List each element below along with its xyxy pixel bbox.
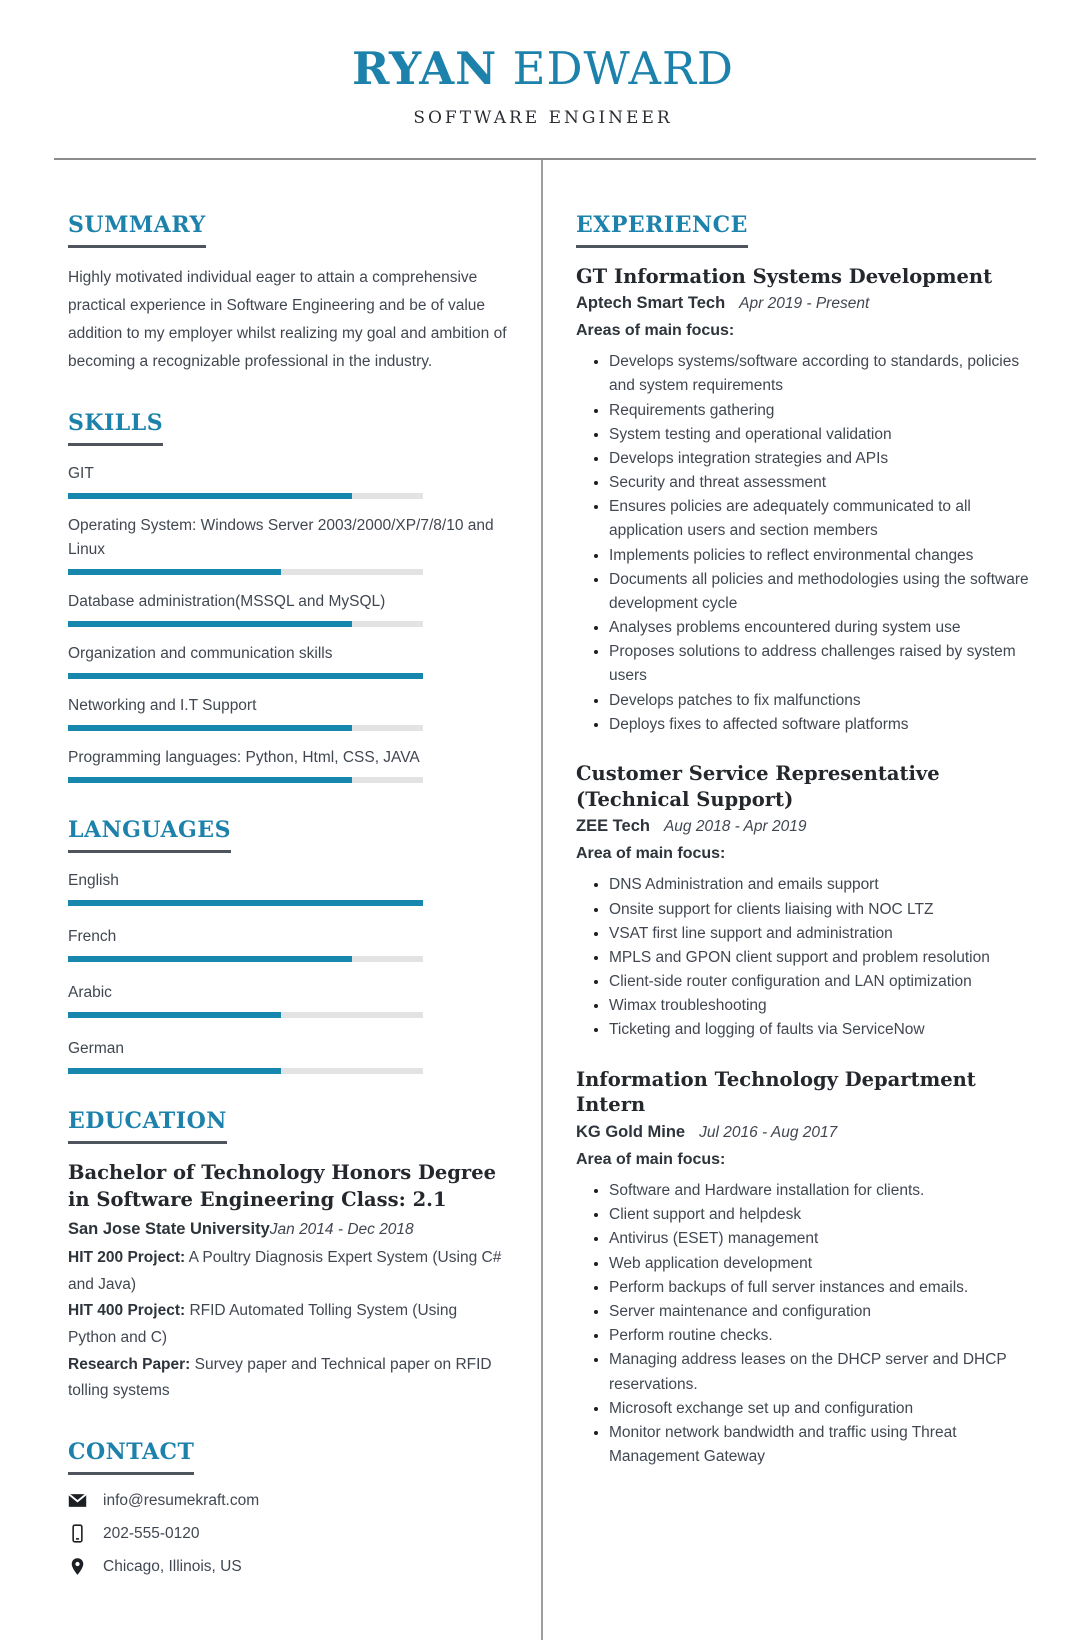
skill-bar-fill — [68, 725, 352, 731]
company-line — [576, 817, 1036, 836]
education-detail-text: A Poultry Diagnosis Expert System (Using C# and Java) — [68, 1249, 501, 1293]
company-name: Aptech Smart Tech — [576, 294, 725, 312]
language-label: French — [68, 925, 509, 949]
experience-dates: Apr 2019 - Present — [739, 295, 869, 312]
skill-bar-track — [68, 621, 423, 627]
person-job-title: SOFTWARE ENGINEER — [0, 108, 1086, 128]
last-name: EDWARD — [497, 42, 734, 95]
skill-label: GIT — [68, 462, 509, 486]
language-bar-track — [68, 900, 423, 906]
bullet-item: • Requirements gathering — [609, 399, 1036, 423]
bullet-item: • Develops patches to fix malfunctions — [609, 689, 1036, 713]
skill-bar-fill — [68, 621, 352, 627]
bullet-item: • Managing address leases on the DHCP server and DHCP reservations. — [609, 1348, 1036, 1396]
contact-phone: 202-555-0120 — [103, 1525, 200, 1543]
contact-section — [68, 1439, 509, 1576]
bullet-item: • Microsoft exchange set up and configuration — [609, 1397, 1036, 1421]
bullet-item: • Deploys fixes to affected software platforms — [609, 713, 1036, 737]
school-name: San Jose State University — [68, 1220, 270, 1238]
education-detail-text: Survey paper and Technical paper on RFID tolling systems — [68, 1356, 492, 1400]
right-column — [543, 160, 1036, 1640]
experience-heading: EXPERIENCE — [576, 212, 748, 248]
education-details — [68, 1245, 509, 1405]
education-detail — [68, 1298, 509, 1351]
bullet-item: • Wimax troubleshooting — [609, 994, 1036, 1018]
skill-item — [68, 746, 509, 783]
skills-section — [68, 410, 509, 783]
education-detail-text: RFID Automated Tolling System (Using Python and C) — [68, 1302, 457, 1346]
bullet-item: • MPLS and GPON client support and problem resolution — [609, 946, 1036, 970]
skills-heading: SKILLS — [68, 410, 163, 446]
bullet-item: • VSAT first line support and administration — [609, 922, 1036, 946]
header — [0, 0, 1086, 128]
language-bar-track — [68, 1012, 423, 1018]
language-bar-fill — [68, 1012, 281, 1018]
education-detail-label: HIT 400 Project: — [68, 1302, 185, 1319]
education-detail — [68, 1245, 509, 1298]
experience-bullets — [576, 350, 1036, 737]
focus-label: Area of main focus: — [576, 845, 1036, 863]
language-item — [68, 869, 509, 906]
languages-heading: LANGUAGES — [68, 817, 231, 853]
bullet-item: • Server maintenance and configuration — [609, 1300, 1036, 1324]
skill-item — [68, 462, 509, 499]
bullet-item: • Client support and helpdesk — [609, 1203, 1036, 1227]
education-heading: EDUCATION — [68, 1108, 227, 1144]
language-label: Arabic — [68, 981, 509, 1005]
experience-bullets — [576, 873, 1036, 1042]
skill-bar-fill — [68, 673, 423, 679]
focus-label: Areas of main focus: — [576, 322, 1036, 340]
bullet-item: • Documents all policies and methodologies using the software development cycle — [609, 568, 1036, 616]
bullet-item: • Perform routine checks. — [609, 1324, 1036, 1348]
skill-label: Operating System: Windows Server 2003/2000/XP/7/8/10 and Linux — [68, 514, 509, 562]
company-name: ZEE Tech — [576, 817, 650, 835]
skill-bar-fill — [68, 777, 352, 783]
contact-heading: CONTACT — [68, 1439, 194, 1475]
bullet-item: • Analyses problems encountered during system use — [609, 616, 1036, 640]
language-bar-fill — [68, 956, 352, 962]
bullet-item: • Onsite support for clients liaising with NOC LTZ — [609, 898, 1036, 922]
contact-location: Chicago, Illinois, US — [103, 1558, 242, 1576]
bullet-item: • Ticketing and logging of faults via ServiceNow — [609, 1018, 1036, 1042]
school-line — [68, 1220, 509, 1239]
education-section — [68, 1108, 509, 1405]
bullet-item: • DNS Administration and emails support — [609, 873, 1036, 897]
language-bar-fill — [68, 900, 423, 906]
language-item — [68, 1037, 509, 1074]
focus-label: Area of main focus: — [576, 1151, 1036, 1169]
language-bar-track — [68, 956, 423, 962]
contact-row-phone — [68, 1524, 509, 1543]
experience-dates: Aug 2018 - Apr 2019 — [664, 818, 806, 835]
skill-item — [68, 694, 509, 731]
person-name — [0, 44, 1086, 94]
bullet-item: • Client-side router configuration and LAN optimization — [609, 970, 1036, 994]
experience-title: Customer Service Representative (Technical Support) — [576, 761, 1036, 812]
skill-label: Programming languages: Python, Html, CSS, JAVA — [68, 746, 509, 770]
skill-item — [68, 590, 509, 627]
degree-title: Bachelor of Technology Honors Degree in Software Engineering Class: 2.1 — [68, 1160, 509, 1213]
experience-list — [576, 264, 1036, 1470]
language-label: English — [68, 869, 509, 893]
skills-list — [68, 462, 509, 783]
bullet-item: • Security and threat assessment — [609, 471, 1036, 495]
left-column — [54, 160, 543, 1640]
education-detail-label: HIT 200 Project: — [68, 1249, 185, 1266]
summary-section — [68, 212, 509, 377]
contact-row-location — [68, 1557, 509, 1576]
experience-entry — [576, 264, 1036, 737]
bullet-item: • Antivirus (ESET) management — [609, 1227, 1036, 1251]
company-line — [576, 294, 1036, 313]
summary-heading: SUMMARY — [68, 212, 206, 248]
skill-label: Organization and communication skills — [68, 642, 509, 666]
experience-title: GT Information Systems Development — [576, 264, 1036, 290]
location-icon — [68, 1557, 87, 1576]
languages-list — [68, 869, 509, 1074]
bullet-item: • Web application development — [609, 1252, 1036, 1276]
experience-bullets — [576, 1179, 1036, 1469]
language-bar-track — [68, 1068, 423, 1074]
bullet-item: • Implements policies to reflect environmental changes — [609, 544, 1036, 568]
language-item — [68, 925, 509, 962]
bullet-item: • System testing and operational validation — [609, 423, 1036, 447]
skill-item — [68, 514, 509, 575]
skill-label: Networking and I.T Support — [68, 694, 509, 718]
phone-icon — [68, 1524, 87, 1543]
skill-bar-fill — [68, 493, 352, 499]
education-detail-label: Research Paper: — [68, 1356, 190, 1373]
language-label: German — [68, 1037, 509, 1061]
contact-row-email — [68, 1491, 509, 1510]
language-bar-fill — [68, 1068, 281, 1074]
education-detail — [68, 1352, 509, 1405]
education-dates: Jan 2014 - Dec 2018 — [270, 1221, 414, 1238]
experience-dates: Jul 2016 - Aug 2017 — [699, 1124, 837, 1141]
skill-bar-fill — [68, 569, 281, 575]
language-item — [68, 981, 509, 1018]
experience-entry — [576, 761, 1036, 1043]
skill-label: Database administration(MSSQL and MySQL) — [68, 590, 509, 614]
bullet-item: • Develops systems/software according to standards, policies and system requirements — [609, 350, 1036, 398]
skill-bar-track — [68, 725, 423, 731]
contact-email: info@resumekraft.com — [103, 1492, 259, 1510]
company-line — [576, 1123, 1036, 1142]
experience-entry — [576, 1067, 1036, 1470]
content-columns — [54, 158, 1036, 1640]
first-name: RYAN — [352, 42, 497, 95]
bullet-item: • Software and Hardware installation for clients. — [609, 1179, 1036, 1203]
summary-text: Highly motivated individual eager to attain a comprehensive practical experience in Software Engineering and be of value addition to my employer whilst realizing my goal and ambition of becoming a recognizable professional in the industry. — [68, 264, 509, 377]
experience-title: Information Technology Department Intern — [576, 1067, 1036, 1118]
bullet-item: • Proposes solutions to address challenges raised by system users — [609, 640, 1036, 688]
skill-bar-track — [68, 569, 423, 575]
email-icon — [68, 1491, 87, 1510]
skill-bar-track — [68, 493, 423, 499]
bullet-item: • Develops integration strategies and APIs — [609, 447, 1036, 471]
languages-section — [68, 817, 509, 1074]
bullet-item: • Ensures policies are adequately communicated to all application users and section members — [609, 495, 1036, 543]
skill-bar-track — [68, 777, 423, 783]
bullet-item: • Perform backups of full server instances and emails. — [609, 1276, 1036, 1300]
bullet-item: • Monitor network bandwidth and traffic using Threat Management Gateway — [609, 1421, 1036, 1469]
skill-bar-track — [68, 673, 423, 679]
skill-item — [68, 642, 509, 679]
company-name: KG Gold Mine — [576, 1123, 685, 1141]
